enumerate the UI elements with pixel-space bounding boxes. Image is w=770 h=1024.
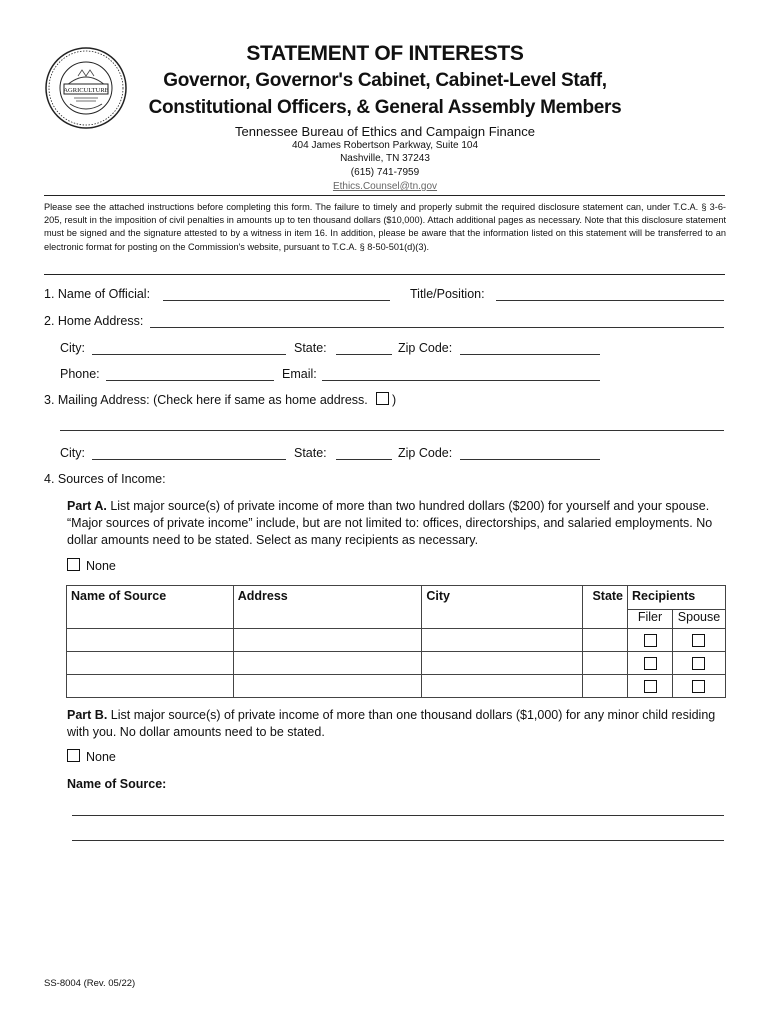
column-header-city: City bbox=[422, 586, 583, 629]
address-cell[interactable] bbox=[233, 629, 422, 652]
agency-address-line1: 404 James Robertson Parkway, Suite 104 bbox=[291, 140, 479, 151]
part-b-text: List major source(s) of private income of more than one thousand dollars ($1,000) for any minor child residing with you. No dollar amounts need to be stated. bbox=[67, 708, 716, 739]
home-address-field[interactable] bbox=[150, 327, 724, 328]
spouse-checkbox[interactable] bbox=[692, 634, 705, 647]
agency-phone: (615) 741-7959 bbox=[350, 167, 420, 178]
part-b-none-label: None bbox=[86, 750, 116, 764]
part-b-source-field-2[interactable] bbox=[72, 840, 724, 841]
zip-code-field[interactable] bbox=[460, 354, 600, 355]
form-title: STATEMENT OF INTERESTS bbox=[246, 42, 524, 65]
instructions-divider bbox=[44, 274, 725, 275]
spouse-checkbox[interactable] bbox=[692, 657, 705, 670]
mailing-address-field[interactable] bbox=[60, 430, 724, 431]
filer-checkbox[interactable] bbox=[644, 657, 657, 670]
title-position-label: Title/Position: bbox=[410, 287, 485, 301]
city-cell[interactable] bbox=[422, 652, 583, 675]
part-a-sources-table bbox=[66, 585, 726, 698]
email-field[interactable] bbox=[322, 380, 600, 381]
state-cell[interactable] bbox=[583, 629, 628, 652]
home-address-label: 2. Home Address: bbox=[44, 314, 144, 328]
phone-label: Phone: bbox=[60, 367, 100, 381]
name-of-official-label: 1. Name of Official: bbox=[44, 287, 151, 301]
city-cell[interactable] bbox=[422, 675, 583, 698]
column-header-spouse: Spouse bbox=[672, 610, 725, 629]
agency-name: Tennessee Bureau of Ethics and Campaign Finance bbox=[235, 124, 535, 139]
part-b-source-field-1[interactable] bbox=[72, 815, 724, 816]
column-header-state: State bbox=[583, 586, 628, 629]
form-subtitle-line1: Governor, Governor's Cabinet, Cabinet-Level Staff, bbox=[163, 70, 607, 91]
email-label: Email: bbox=[282, 367, 317, 381]
spouse-checkbox[interactable] bbox=[692, 680, 705, 693]
phone-field[interactable] bbox=[106, 380, 274, 381]
title-position-field[interactable] bbox=[496, 300, 724, 301]
seal-label: AGRICULTURE bbox=[63, 87, 109, 94]
city-label: City: bbox=[60, 341, 85, 355]
mailing-state-field[interactable] bbox=[336, 459, 392, 460]
name-of-official-field[interactable] bbox=[163, 300, 390, 301]
city-field[interactable] bbox=[92, 354, 286, 355]
table-row bbox=[67, 629, 726, 652]
mailing-zip-field[interactable] bbox=[460, 459, 600, 460]
mailing-zip-label: Zip Code: bbox=[398, 446, 453, 460]
form-id: SS-8004 (Rev. 05/22) bbox=[44, 978, 136, 989]
state-label: State: bbox=[294, 341, 327, 355]
agency-address-line2: Nashville, TN 37243 bbox=[340, 153, 430, 164]
state-field[interactable] bbox=[336, 354, 392, 355]
zip-code-label: Zip Code: bbox=[398, 341, 453, 355]
instructions-text: Please see the attached instructions before completing this form. The failure to timely and properly submit the required disclosure statement can, under T.C.A. § 3-6-205, result in the imposition of civil penalties in amounts up to ten thousand dollars ($10,000). Attach additional pages as necessary. Note that this disclosure statement must be signed and the signature attested to by a witness in item 16. In addition, please be aware that the information listed on this statement will be transferred to an electronic format for posting on the Commission's website, pursuant to T.C.A. § 8-50-501(d)(3). bbox=[44, 202, 726, 252]
mailing-state-label: State: bbox=[294, 446, 327, 460]
part-a-text: List major source(s) of private income of more than two hundred dollars ($200) for yourself and your spouse. “Major sources of private income” include, but are not limited to: offices, directorships, and salaried employments. No dollar amounts need to be stated. Select as many recipients as necessary. bbox=[67, 499, 713, 547]
column-header-name-of-source: Name of Source bbox=[67, 586, 234, 629]
name-of-source-cell[interactable] bbox=[67, 652, 234, 675]
table-row bbox=[67, 652, 726, 675]
mailing-city-label: City: bbox=[60, 446, 85, 460]
filer-checkbox[interactable] bbox=[644, 634, 657, 647]
address-cell[interactable] bbox=[233, 675, 422, 698]
part-a-heading: Part A. bbox=[67, 499, 107, 513]
state-cell[interactable] bbox=[583, 675, 628, 698]
table-row bbox=[67, 675, 726, 698]
state-cell[interactable] bbox=[583, 652, 628, 675]
part-b-instructions bbox=[67, 707, 725, 741]
part-b-heading: Part B. bbox=[67, 708, 108, 722]
name-of-source-cell[interactable] bbox=[67, 629, 234, 652]
address-cell[interactable] bbox=[233, 652, 422, 675]
column-header-recipients: Recipients bbox=[628, 586, 726, 610]
part-a-none-checkbox[interactable] bbox=[67, 558, 80, 571]
part-b-none-checkbox[interactable] bbox=[67, 749, 80, 762]
same-as-home-checkbox[interactable] bbox=[376, 392, 389, 405]
mailing-address-label: 3. Mailing Address: (Check here if same as home address. bbox=[44, 393, 368, 407]
part-b-name-of-source-label: Name of Source: bbox=[67, 777, 167, 791]
city-cell[interactable] bbox=[422, 629, 583, 652]
filer-checkbox[interactable] bbox=[644, 680, 657, 693]
column-header-address: Address bbox=[233, 586, 422, 629]
mailing-close-paren: ) bbox=[392, 393, 397, 407]
header-divider bbox=[44, 195, 725, 196]
name-of-source-cell[interactable] bbox=[67, 675, 234, 698]
part-a-instructions bbox=[67, 498, 725, 549]
mailing-city-field[interactable] bbox=[92, 459, 286, 460]
sources-of-income-label: 4. Sources of Income: bbox=[44, 472, 166, 486]
agency-email-link[interactable]: Ethics.Counsel@tn.gov bbox=[332, 181, 438, 192]
column-header-filer: Filer bbox=[628, 610, 673, 629]
form-subtitle-line2: Constitutional Officers, & General Assembly Members bbox=[148, 97, 622, 118]
part-a-none-label: None bbox=[86, 559, 116, 573]
